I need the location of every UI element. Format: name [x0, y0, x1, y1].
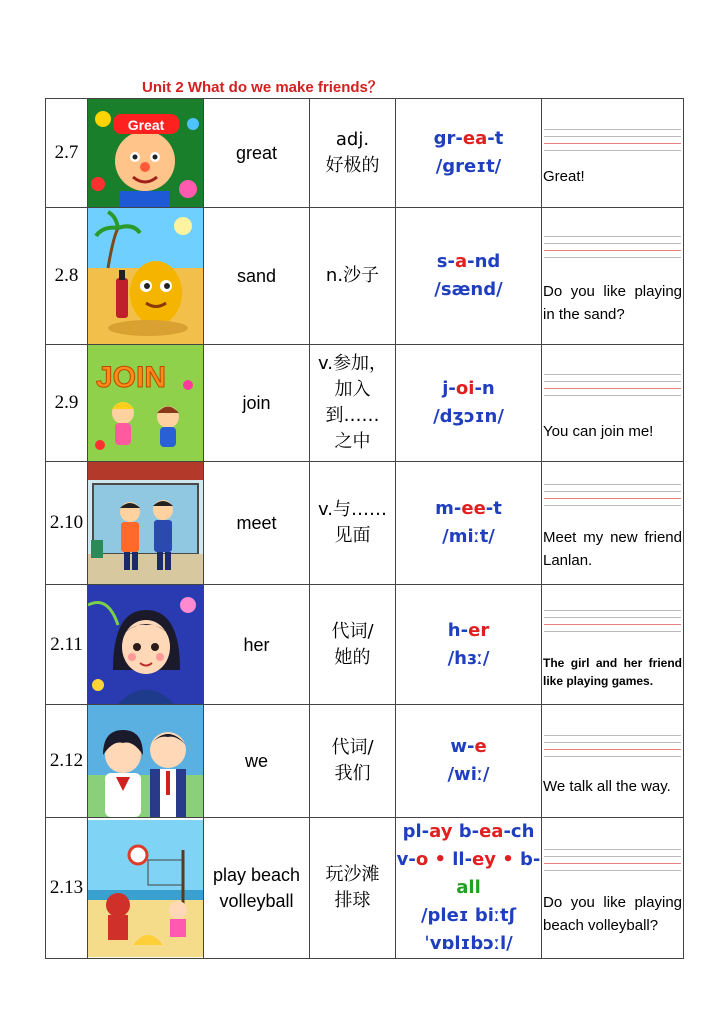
table-row — [46, 818, 684, 959]
ipa-transcription: /wiː/ — [447, 764, 490, 785]
example-sentence-cell — [542, 705, 684, 818]
example-sentence-cell — [542, 585, 684, 705]
table-row — [46, 705, 684, 818]
example-sentence-cell — [542, 818, 684, 959]
writing-lines — [542, 725, 683, 757]
phonics-segment: -ch — [503, 821, 535, 842]
vocab-phonics — [396, 99, 542, 208]
boy-girl-students-image — [88, 705, 204, 818]
phonics-line — [396, 818, 541, 846]
vocabulary-table — [45, 98, 684, 959]
phonics-segment: -nd — [467, 251, 501, 272]
phonics-segment: w — [450, 736, 467, 757]
example-sentence-cell — [542, 208, 684, 345]
example-sentence: Great! — [543, 167, 585, 185]
phonics-segment: all — [456, 877, 481, 898]
phonics-segment: b- — [452, 821, 480, 842]
phonics-segment: o — [415, 849, 429, 870]
meaning-line: 我们 — [334, 763, 371, 784]
phonics-segment: - — [466, 736, 475, 757]
phonics-line — [396, 495, 541, 523]
vocab-word: great — [204, 99, 310, 208]
writing-lines — [542, 839, 683, 871]
vocab-meaning — [310, 99, 396, 208]
ipa-transcription: /sænd/ — [434, 279, 503, 300]
phonics-line — [396, 248, 541, 276]
writing-lines — [542, 474, 683, 506]
phonics-segment: - — [421, 821, 430, 842]
writing-lines — [542, 364, 683, 396]
phonics-segment: h — [447, 619, 461, 641]
phonics-segment: ee — [461, 498, 486, 519]
phonics-segment: • — [428, 849, 453, 870]
phonics-segment: b- — [520, 849, 541, 870]
phonics-breakdown — [396, 248, 541, 276]
phonics-segment: - — [455, 128, 463, 149]
phonics-segment: e — [474, 736, 487, 757]
vocab-meaning — [310, 462, 396, 585]
sand-beach-image — [88, 208, 204, 345]
phonics-segment: -t — [485, 498, 502, 519]
girl-portrait-image — [88, 585, 204, 705]
vocab-word: we — [204, 705, 310, 818]
table-row — [46, 462, 684, 585]
ipa-transcription: /greɪt/ — [435, 156, 502, 177]
vocab-meaning — [310, 345, 396, 462]
phonics-segment: er — [468, 619, 490, 641]
meaning-line: 见面 — [334, 525, 371, 546]
meaning-line: 好极的 — [325, 155, 380, 176]
meaning-line: 到…… — [325, 405, 380, 426]
vocab-word: her — [204, 585, 310, 705]
row-number: 2.13 — [46, 818, 88, 959]
vocab-phonics — [396, 462, 542, 585]
phonics-breakdown — [396, 495, 541, 523]
phonics-segment: m — [435, 498, 454, 519]
meaning-line: 加入 — [334, 379, 371, 400]
vocab-phonics — [396, 585, 542, 705]
phonics-line — [396, 846, 541, 902]
phonics-line — [396, 733, 541, 761]
example-sentence-cell — [542, 345, 684, 462]
ipa-transcription: /hɜː/ — [447, 647, 490, 669]
meaning-line: v.与…… — [318, 499, 387, 520]
phonics-segment: - — [447, 251, 455, 272]
vocab-phonics — [396, 818, 542, 959]
example-sentence: The girl and her friend like playing games. — [543, 655, 682, 688]
phonics-breakdown — [396, 375, 541, 403]
vocab-meaning — [310, 705, 396, 818]
row-number: 2.12 — [46, 705, 88, 818]
svg-text:Great: Great — [127, 117, 165, 133]
phonics-segment: - — [448, 378, 456, 399]
meaning-line: 她的 — [334, 646, 371, 668]
writing-lines — [542, 600, 683, 632]
writing-lines — [542, 119, 683, 151]
phonics-segment: a — [454, 251, 468, 272]
phonics-breakdown — [396, 125, 541, 153]
phonics-segment: ea — [479, 821, 504, 842]
phonics-segment: -t — [487, 128, 504, 149]
phonics-segment: oi — [455, 378, 475, 399]
example-sentence: Meet my new friend Lanlan. — [543, 529, 682, 569]
table-row — [46, 345, 684, 462]
meaning-line: 玩沙滩 — [325, 864, 380, 885]
example-sentence-cell — [542, 462, 684, 585]
phonics-breakdown — [396, 733, 541, 761]
table-row — [46, 585, 684, 705]
phonics-segment: gr — [433, 128, 456, 149]
example-sentence: We talk all the way. — [543, 777, 671, 795]
phonics-segment: -n — [474, 378, 495, 399]
phonics-line — [396, 617, 541, 645]
example-sentence-cell — [542, 99, 684, 208]
phonics-segment: s — [436, 251, 448, 272]
page-title: Unit 2 What do we make friends？ — [142, 79, 383, 96]
vocab-meaning — [310, 585, 396, 705]
phonics-segment: • — [496, 849, 521, 870]
table-row — [46, 208, 684, 345]
phonics-segment: - — [460, 619, 469, 641]
meaning-line: v.参加， — [318, 353, 387, 374]
phonics-segment: ay — [429, 821, 453, 842]
ipa-transcription: /miːt/ — [442, 526, 495, 547]
join-kids-image — [88, 345, 204, 462]
phonics-line — [396, 125, 541, 153]
meaning-line: adj. — [335, 129, 370, 150]
vocab-phonics — [396, 705, 542, 818]
phonics-segment: ey — [472, 849, 496, 870]
phonics-line — [396, 375, 541, 403]
ipa-transcription: /dʒɔɪn/ — [433, 406, 504, 427]
example-sentence: You can join me! — [543, 422, 654, 440]
table-row — [46, 99, 684, 208]
meet-friends-image — [88, 462, 204, 585]
vocab-phonics — [396, 345, 542, 462]
row-number: 2.9 — [46, 345, 88, 462]
phonics-breakdown — [396, 818, 541, 902]
example-sentence: Do you like playing beach volleyball? — [543, 894, 682, 934]
vocab-phonics — [396, 208, 542, 345]
vocab-meaning — [310, 818, 396, 959]
writing-lines — [542, 226, 683, 258]
example-sentence: Do you like playing in the sand? — [543, 283, 682, 323]
row-number: 2.11 — [46, 585, 88, 705]
meaning-line: 之中 — [334, 431, 371, 452]
row-number: 2.8 — [46, 208, 88, 345]
vocab-word: meet — [204, 462, 310, 585]
row-number: 2.7 — [46, 99, 88, 208]
phonics-segment: v- — [396, 849, 416, 870]
meaning-line: 代词/ — [331, 620, 374, 642]
row-number: 2.10 — [46, 462, 88, 585]
meaning-line: n.沙子 — [325, 265, 380, 286]
vocab-meaning — [310, 208, 396, 345]
vocab-word: sand — [204, 208, 310, 345]
meaning-line: 排球 — [334, 890, 371, 911]
beach-volleyball-image — [88, 818, 204, 959]
svg-text:JOIN: JOIN — [96, 361, 167, 394]
phonics-segment: pl — [402, 821, 422, 842]
phonics-segment: j — [442, 378, 449, 399]
phonics-segment: ea — [462, 128, 488, 149]
great-cartoon-image — [88, 99, 204, 208]
phonics-breakdown — [396, 617, 541, 645]
vocab-word: join — [204, 345, 310, 462]
phonics-segment: - — [453, 498, 462, 519]
phonics-segment: ll- — [452, 849, 473, 870]
ipa-transcription: /pleɪ biːtʃ ˈvɒlɪbɔːl/ — [420, 905, 517, 954]
vocab-word: play beach volleyball — [204, 818, 310, 959]
meaning-line: 代词/ — [331, 737, 374, 758]
